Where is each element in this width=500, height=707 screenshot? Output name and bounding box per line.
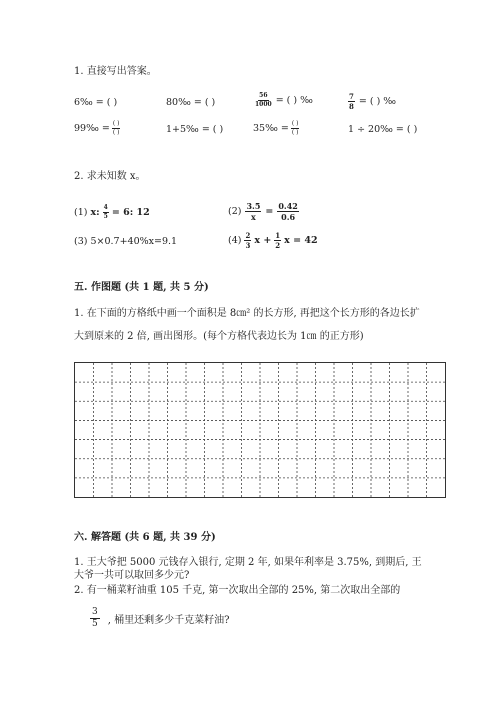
expression-text: = ( ) ‰ bbox=[358, 96, 397, 107]
fraction bbox=[255, 93, 272, 108]
fraction-numerator: 7 bbox=[349, 92, 354, 101]
fraction bbox=[112, 121, 121, 136]
fraction-numerator: 2 bbox=[245, 231, 251, 240]
fraction-denominator: 5 bbox=[103, 213, 108, 220]
fraction-denominator: x bbox=[251, 212, 256, 222]
fraction bbox=[244, 232, 251, 249]
fraction-denominator: ( ) bbox=[112, 129, 120, 136]
fraction-denominator: ( ) bbox=[291, 129, 299, 136]
problem-number: (1) bbox=[74, 207, 88, 218]
fraction bbox=[245, 202, 261, 221]
section5-text-line1: 1. 在下面的方格纸中画一个面积是 8㎝² 的长方形, 再把这个长方形的各边长扩 bbox=[74, 308, 420, 319]
q2-p2 bbox=[228, 202, 299, 221]
q1-r2-d: 1 ÷ 20‰ = ( ) bbox=[348, 124, 418, 135]
q1-title: 1. 直接写出答案。 bbox=[74, 66, 157, 77]
fraction-numerator: 4 bbox=[103, 204, 108, 211]
expression-text: 35‰ = bbox=[253, 123, 289, 134]
fraction-numerator: 56 bbox=[259, 92, 268, 99]
q1-r2-c bbox=[253, 121, 299, 136]
fraction-denominator: 0.6 bbox=[281, 212, 296, 222]
fraction-denominator: 2 bbox=[275, 241, 281, 250]
expression-text: = ( ) ‰ bbox=[275, 95, 313, 106]
fraction-numerator: 1 bbox=[275, 231, 281, 240]
fraction bbox=[90, 608, 100, 629]
fraction-numerator: ( ) bbox=[291, 120, 299, 127]
expression-text: = 6: 12 bbox=[111, 207, 150, 218]
section6-q2-line1: 2. 有一桶菜籽油重 105 千克, 第一次取出全部的 25%, 第二次取出全部的 bbox=[74, 585, 401, 596]
fraction-numerator: 0.42 bbox=[278, 201, 298, 211]
q2-p4 bbox=[228, 232, 318, 249]
fraction bbox=[291, 121, 300, 136]
expression-text: x = 42 bbox=[284, 235, 318, 246]
q2-title: 2. 求未知数 x。 bbox=[74, 171, 146, 182]
section6-q1-line1: 1. 王大爷把 5000 元钱存入银行, 定期 2 年, 如果年利率是 3.75%, 到期后, 王 bbox=[74, 557, 422, 568]
section6-heading: 六. 解答题 (共 6 题, 共 39 分) bbox=[74, 532, 216, 543]
fraction-numerator: 3.5 bbox=[246, 201, 261, 211]
grid-paper[interactable] bbox=[74, 362, 446, 498]
q1-r1-b: 80‰ = ( ) bbox=[166, 97, 216, 108]
fraction-numerator: ( ) bbox=[112, 120, 120, 127]
q2-p3: (3) 5×0.7+40%x=9.1 bbox=[74, 236, 178, 247]
expression-text: x + bbox=[254, 235, 272, 246]
q1-r1-c bbox=[255, 93, 313, 108]
fraction bbox=[348, 93, 355, 110]
q1-r1-a: 6‰ = ( ) bbox=[74, 97, 118, 108]
fraction-denominator: 3 bbox=[245, 241, 251, 250]
grid-lines bbox=[75, 363, 445, 497]
section6-q1-line2: 大爷一共可以取回多少元? bbox=[74, 570, 190, 581]
expression-text: , 桶里还剩多少千克菜籽油? bbox=[107, 615, 230, 626]
q1-r1-d bbox=[348, 93, 396, 110]
fraction bbox=[103, 205, 109, 220]
fraction-denominator: 5 bbox=[92, 619, 98, 629]
expression-text: x: bbox=[90, 207, 100, 218]
section6-q2-line2 bbox=[90, 608, 229, 629]
q1-r2-b: 1+5‰ = ( ) bbox=[166, 124, 224, 135]
q2-p1 bbox=[74, 205, 150, 220]
section5-text-line2: 大到原来的 2 倍, 画出图形。(每个方格代表边长为 1㎝ 的正方形) bbox=[74, 331, 364, 342]
fraction-numerator: 3 bbox=[92, 607, 98, 617]
fraction bbox=[277, 202, 298, 221]
expression-text: 99‰ = bbox=[74, 123, 110, 134]
equals-sign: = bbox=[265, 206, 274, 217]
q1-r2-a bbox=[74, 121, 120, 136]
fraction bbox=[274, 232, 281, 249]
problem-number: (4) bbox=[228, 235, 242, 246]
fraction-denominator: 8 bbox=[349, 102, 354, 111]
section5-heading: 五. 作图题 (共 1 题, 共 5 分) bbox=[74, 282, 209, 293]
fraction-denominator: 1000 bbox=[255, 101, 272, 108]
problem-number: (2) bbox=[228, 206, 242, 217]
